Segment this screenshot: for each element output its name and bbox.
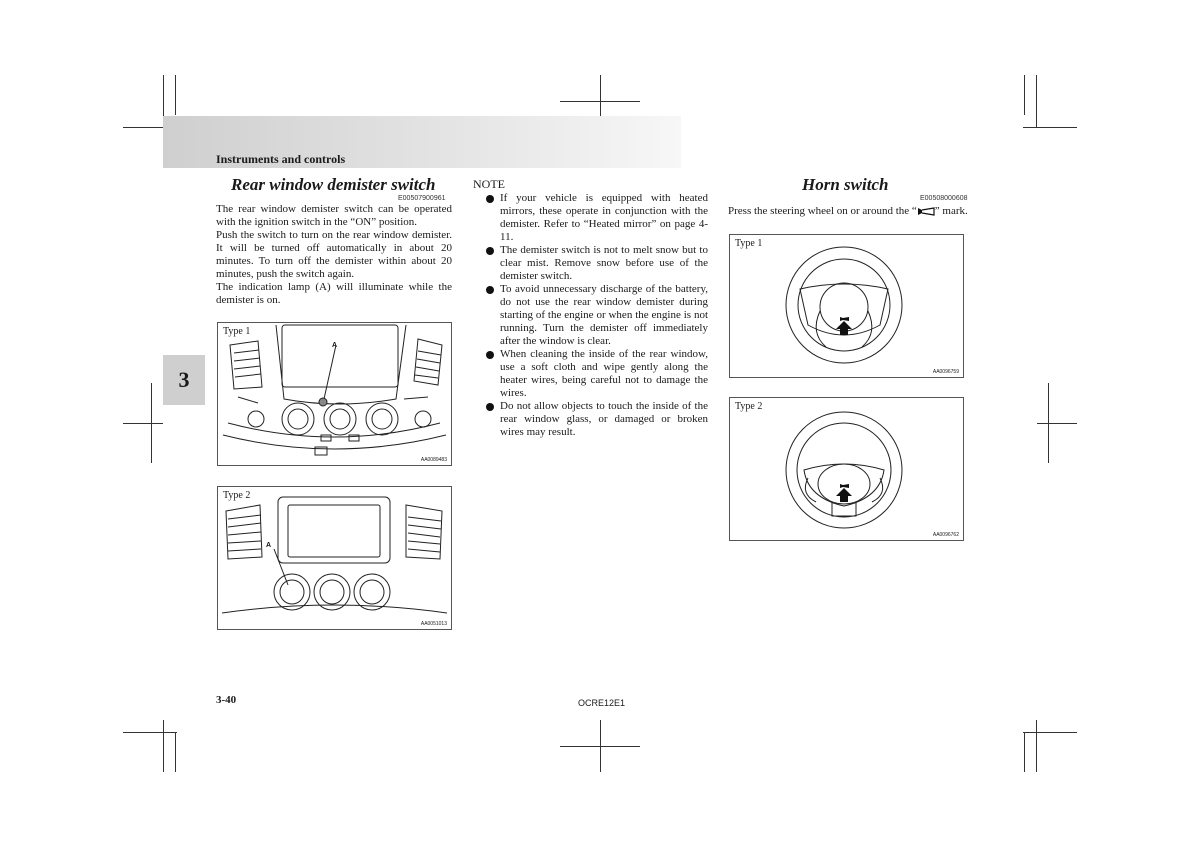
rear-demister-code: E00507900961 xyxy=(398,195,446,202)
marker-a: A xyxy=(266,542,272,549)
list-item: The demister switch is not to melt snow but to clear mist. Remove snow before use of the demister switch. xyxy=(484,244,708,283)
list-item: When cleaning the inside of the rear window, use a soft cloth and wipe gently along the heater wires, being careful not to damage the wires. xyxy=(484,348,708,400)
horn-icon xyxy=(840,484,849,488)
chapter-tab: 3 xyxy=(163,355,205,405)
paragraph: The rear window demister switch can be operated with the ignition switch in the “ON” position. xyxy=(216,203,452,228)
figure-label: Type 1 xyxy=(223,326,251,337)
bullet-icon xyxy=(486,286,494,294)
horn-icon xyxy=(917,207,935,216)
figure-demister-type1 xyxy=(217,322,452,466)
horn-switch-body xyxy=(728,205,968,218)
figure-label: Type 2 xyxy=(223,490,251,501)
paragraph: Push the switch to turn on the rear window demister. It will be turned off automatically in about 20 minutes. To turn off the demister within about 20 minutes, push the switch again. xyxy=(216,229,452,280)
figure-label: Type 1 xyxy=(735,238,763,249)
figure-horn-type1 xyxy=(729,234,964,378)
arrow-icon xyxy=(836,488,852,502)
note-list xyxy=(484,192,708,439)
section-header: Instruments and controls xyxy=(216,152,346,166)
figure-code: AA0096762 xyxy=(932,532,959,538)
figure-demister-type2 xyxy=(217,486,452,630)
rear-demister-body xyxy=(216,203,452,307)
steering-wheel-illustration xyxy=(730,235,963,377)
note-title: NOTE xyxy=(473,177,505,191)
figure-horn-type2 xyxy=(729,397,964,541)
figure-code: AA0096759 xyxy=(932,369,959,375)
horn-switch-code: E00508000608 xyxy=(920,195,968,202)
horn-text-after: ” mark. xyxy=(934,205,968,217)
list-item: Do not allow objects to touch the inside of the rear window glass, or damaged or broken wires may result. xyxy=(484,400,708,439)
horn-icon xyxy=(840,317,849,321)
paragraph: The indication lamp (A) will illuminate while the demister is on. xyxy=(216,281,452,306)
page-number: 3-40 xyxy=(216,694,237,706)
list-item: To avoid unnecessary discharge of the battery, do not use the rear window demister during starting of the engine or when the engine is not running. Turn the demister off immediately after the window is clear. xyxy=(484,283,708,348)
bullet-icon xyxy=(486,247,494,255)
figure-code: AA0051013 xyxy=(420,621,447,627)
arrow-icon xyxy=(836,321,852,335)
marker-a: A xyxy=(332,342,338,349)
rear-demister-title: Rear window demister switch xyxy=(231,175,436,194)
bullet-icon xyxy=(486,351,494,359)
horn-text-before: Press the steering wheel on or around the “ xyxy=(728,205,917,217)
figure-label: Type 2 xyxy=(735,401,763,412)
dashboard-illustration xyxy=(218,487,451,629)
figure-code: AA0089483 xyxy=(420,457,447,463)
dashboard-illustration xyxy=(218,323,451,465)
horn-switch-title: Horn switch xyxy=(802,175,889,194)
bullet-icon xyxy=(486,403,494,411)
list-item: If your vehicle is equipped with heated mirrors, these operate in conjunction with the demister. Refer to “Heated mirror” on page 4-11. xyxy=(484,192,708,244)
bullet-icon xyxy=(486,195,494,203)
document-code: OCRE12E1 xyxy=(578,698,626,708)
steering-wheel-illustration xyxy=(730,398,963,540)
